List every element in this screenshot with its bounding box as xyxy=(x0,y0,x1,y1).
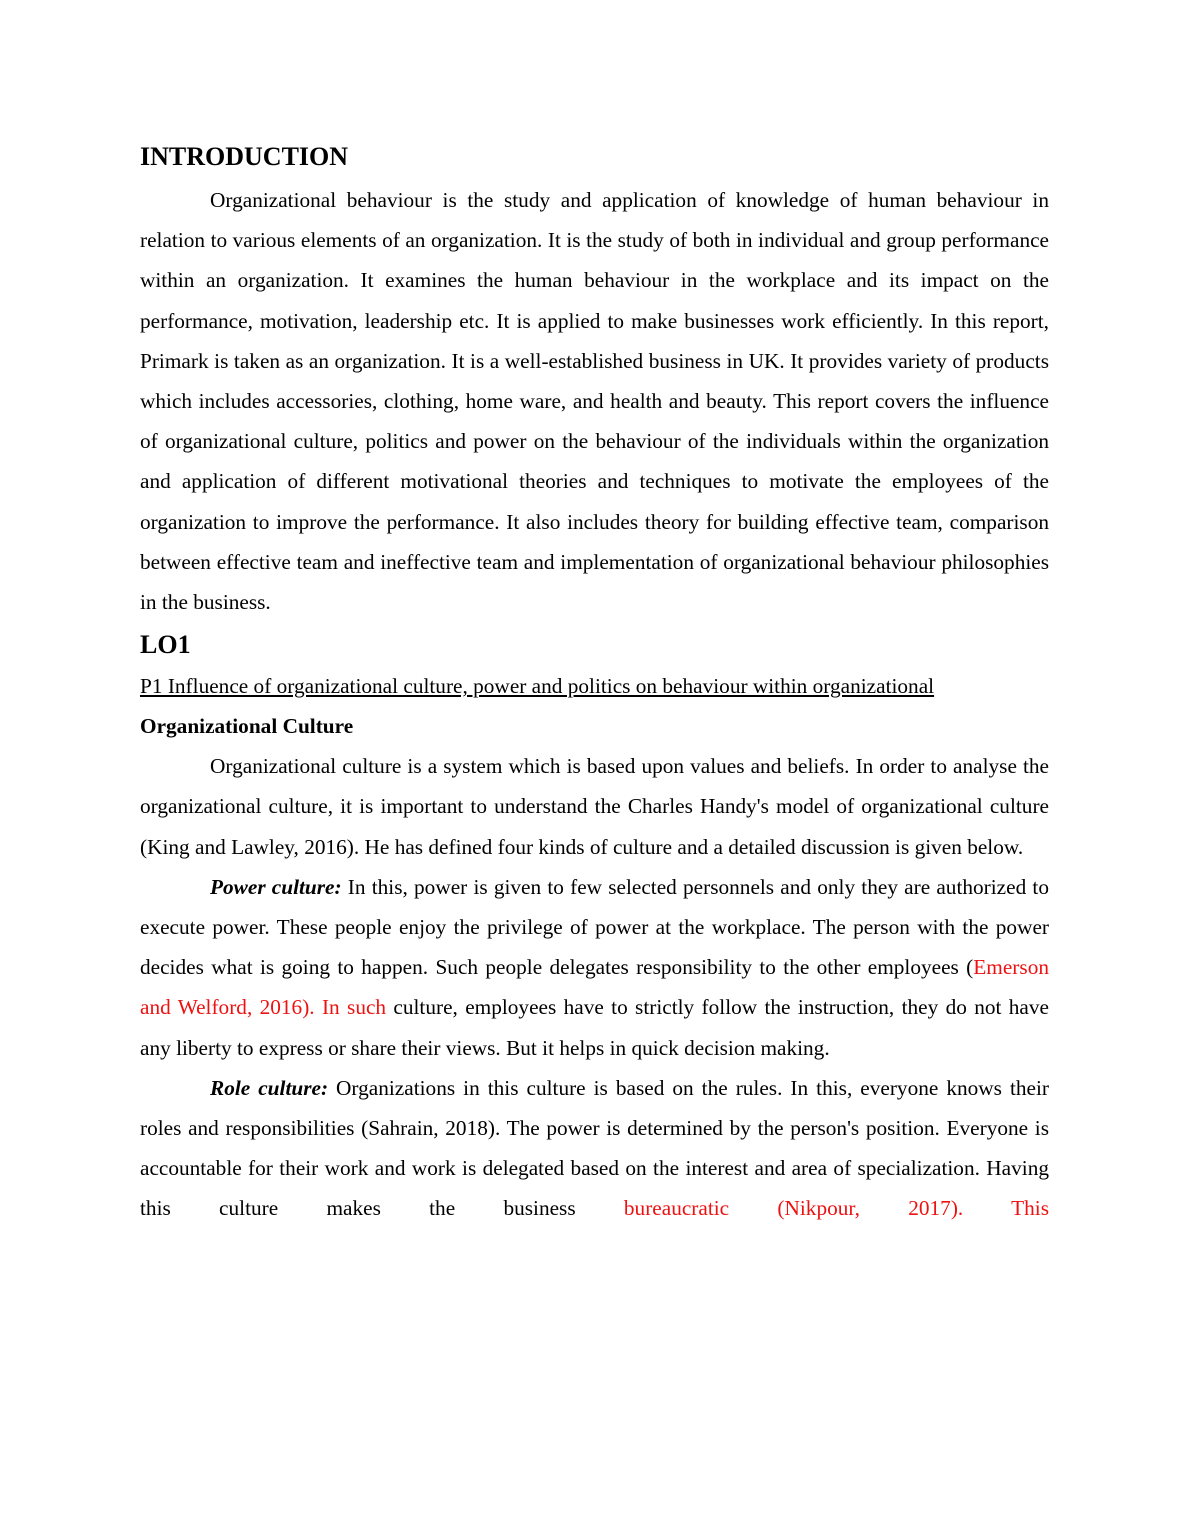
document-page xyxy=(140,140,1049,1229)
power-culture-label: Power culture: xyxy=(210,874,342,899)
role-culture-text: Organizations in this culture is based on the rules. In this, everyone knows their roles and responsibilities (Sahrain, 2018). The power is determined by the person's position. Everyone is accountable for their work and work is delegated based on the interest and area of specialization. Having this culture makes the business xyxy=(140,1075,1049,1221)
power-culture-paragraph xyxy=(140,867,1049,1068)
organizational-culture-paragraph: Organizational culture is a system which is based upon values and beliefs. In order to analyse the organizational culture, it is important to understand the Charles Handy's model of organizational culture (King and Lawley, 2016). He has defined four kinds of culture and a detailed discussion is given below. xyxy=(140,754,1049,859)
power-culture-citation: Emerson and Welford, 2016). In such xyxy=(140,955,1049,1020)
organizational-culture-heading: Organizational Culture xyxy=(140,714,354,739)
lo1-heading: LO1 xyxy=(140,630,191,660)
role-culture-citation: bureaucratic (Nikpour, 2017). This xyxy=(623,1196,1050,1221)
role-culture-paragraph xyxy=(140,1068,1049,1229)
introduction-heading: INTRODUCTION xyxy=(140,142,349,171)
power-culture-text-end: culture, employees have to strictly follow the instruction, they do not have any liberty to express or share their views. But it helps in quick decision making. xyxy=(140,995,1049,1060)
power-culture-text: In this, power is given to few selected personnels and only they are authorized to execute power. These people enjoy the privilege of power at the workplace. The person with the power decides what is going to happen. Such people delegates responsibility to the other employees ( xyxy=(140,874,1049,980)
introduction-paragraph: Organizational behaviour is the study and application of knowledge of human behaviour in relation to various elements of an organization. It is the study of both in individual and group performance within an organization. It examines the human behaviour in the workplace and its impact on the performance, motivation, leadership etc. It is applied to make businesses work efficiently. In this report, Primark is taken as an organization. It is a well-established business in UK. It provides variety of products which includes accessories, clothing, home ware, and health and beauty. This report covers the influence of organizational culture, politics and power on the behaviour of the individuals within the organization and application of different motivational theories and techniques to motivate the employees of the organization to improve the performance. It also includes theory for building effective team, comparison between effective team and ineffective team and implementation of organizational behaviour philosophies in the business. xyxy=(140,188,1049,615)
role-culture-label: Role culture: xyxy=(210,1075,329,1100)
p1-title: P1 Influence of organizational culture, power and politics on behaviour within organizational xyxy=(140,674,935,699)
